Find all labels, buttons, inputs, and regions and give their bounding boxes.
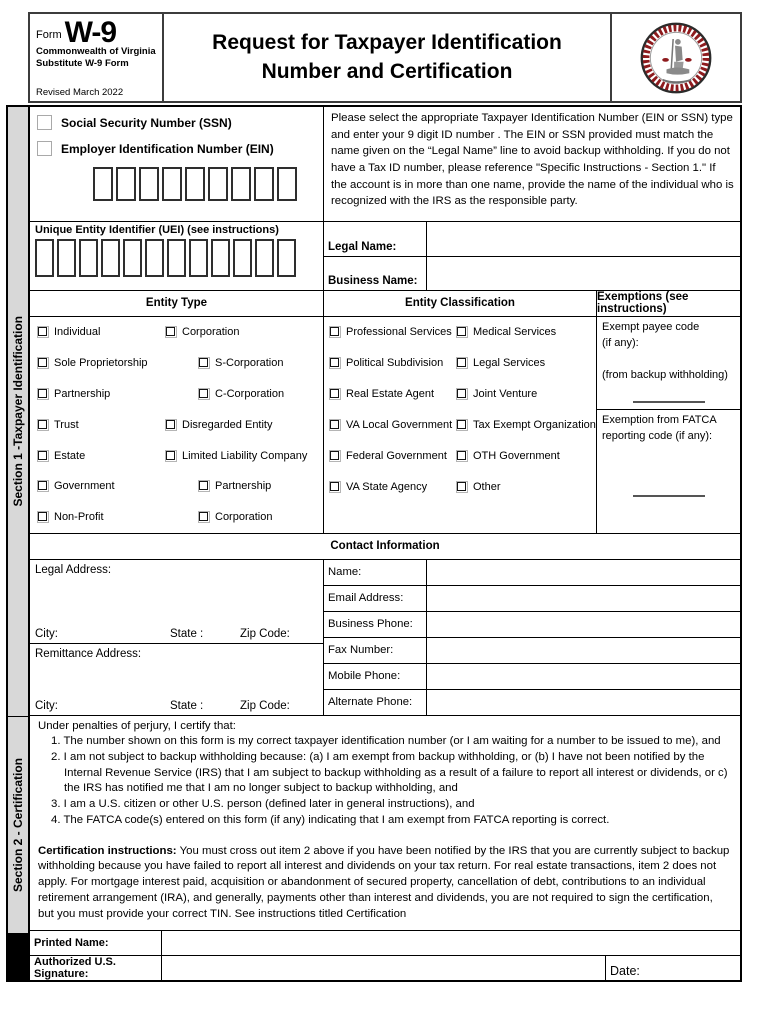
certification-intro: Under penalties of perjury, I certify that: xyxy=(38,719,236,732)
option-label: Professional Services xyxy=(346,326,452,339)
ein-option[interactable] xyxy=(37,141,317,156)
checkbox-icon[interactable] xyxy=(165,419,177,431)
tin-digit-box[interactable] xyxy=(139,167,159,201)
checkbox-icon[interactable] xyxy=(37,357,49,369)
option-label: Other xyxy=(473,481,501,494)
entity-type-s-corporation[interactable] xyxy=(165,348,323,379)
classification-legal-services[interactable] xyxy=(456,348,596,379)
name-fields xyxy=(324,222,740,290)
contact-info-grid xyxy=(30,559,740,715)
form-word: Form xyxy=(36,29,62,41)
signature-field[interactable] xyxy=(162,956,605,980)
seal-box xyxy=(612,14,740,101)
tin-digit-box[interactable] xyxy=(162,167,182,201)
classification-professional-services[interactable] xyxy=(329,317,456,348)
remittance-address-block[interactable] xyxy=(30,644,323,715)
name-label: Name: xyxy=(324,560,427,585)
option-label: Partnership xyxy=(215,480,272,493)
form-number: W-9 xyxy=(64,16,117,49)
uei-char-box[interactable] xyxy=(167,239,186,277)
tin-digit-box[interactable] xyxy=(116,167,136,201)
tin-digit-box[interactable] xyxy=(208,167,228,201)
section2-tab xyxy=(8,717,28,934)
classification-other[interactable] xyxy=(456,472,596,503)
email-label: Email Address: xyxy=(324,586,427,611)
classification-grid xyxy=(30,316,740,533)
virginia-state-seal-icon xyxy=(638,20,714,96)
tin-digit-box[interactable] xyxy=(254,167,274,201)
option-label: Federal Government xyxy=(346,450,447,463)
checkbox-icon[interactable] xyxy=(456,419,468,431)
business-phone-label: Business Phone: xyxy=(324,612,427,637)
contact-info-header: Contact Information xyxy=(30,533,740,559)
checkbox-icon[interactable] xyxy=(329,326,341,338)
option-label: Limited Liability Company xyxy=(182,449,308,462)
checkbox-icon[interactable] xyxy=(456,326,468,338)
classification-va-state-agency[interactable] xyxy=(329,472,456,503)
printed-name-label: Printed Name: xyxy=(30,931,162,955)
legal-address-block[interactable] xyxy=(30,560,323,644)
certification-item-1: 1. The number shown on this form is my correct taxpayer identification number (or I am waiting for a number to be issued to me), and xyxy=(51,735,721,748)
city-label: City: xyxy=(35,699,58,712)
exemptions-header: Exemptions (see instructions) xyxy=(597,291,689,316)
option-label: Legal Services xyxy=(473,357,546,370)
entity-type-llc-partnership[interactable] xyxy=(165,471,323,502)
entity-classification-column xyxy=(324,317,597,533)
checkbox-icon[interactable] xyxy=(456,481,468,493)
zip-label: Zip Code: xyxy=(240,627,290,640)
signature-row xyxy=(30,955,740,980)
legal-name-field[interactable] xyxy=(427,222,740,255)
checkbox-icon[interactable] xyxy=(198,480,210,492)
option-label: Medical Services xyxy=(473,326,557,339)
tin-instructions: Please select the appropriate Taxpayer Identification Number (EIN or SSN) type and enter your 9 digit ID number . The EIN or SSN provided must match the name given on the “Legal Name” line to avoid backup withholding. If you do not have a Tax ID number, please reference "Specific Instructions - Section 1." If the account is in more than one name, provide the name of the individual who is recognized with the IRS as the responsible party. xyxy=(331,112,734,208)
option-label: Individual xyxy=(54,326,101,339)
uei-char-box[interactable] xyxy=(255,239,274,277)
legal-name-row xyxy=(324,222,740,256)
printed-name-row xyxy=(30,930,740,955)
checkbox-icon[interactable] xyxy=(329,419,341,431)
contact-row-alternate xyxy=(324,690,740,715)
entity-type-disregarded-entity[interactable] xyxy=(165,409,323,440)
option-label: VA Local Government xyxy=(346,419,453,432)
checkbox-icon[interactable] xyxy=(37,388,49,400)
tin-digit-box[interactable] xyxy=(185,167,205,201)
option-label: Tax Exempt Organization xyxy=(473,419,596,432)
legal-name-label: Legal Name: xyxy=(324,222,427,255)
title-line-2: Number and Certification xyxy=(261,59,513,83)
checkbox-icon[interactable] xyxy=(329,481,341,493)
entity-type-header: Entity Type xyxy=(30,291,324,316)
tin-digit-box[interactable] xyxy=(231,167,251,201)
certification-section xyxy=(30,715,740,931)
fatca-code-field[interactable] xyxy=(633,487,705,497)
exemptions-column xyxy=(597,317,740,533)
contact-row-email xyxy=(324,586,740,612)
uei-char-box[interactable] xyxy=(57,239,76,277)
exempt-payee-code-field[interactable] xyxy=(633,393,705,403)
option-label: OTH Government xyxy=(473,450,560,463)
section2-label: Section 2 - Certification xyxy=(11,757,25,893)
entity-type-corporation[interactable] xyxy=(165,317,323,348)
printed-name-field[interactable] xyxy=(162,931,740,955)
entity-type-partnership[interactable] xyxy=(37,378,165,409)
sidebar-black-block xyxy=(8,934,28,980)
form-id-block xyxy=(30,14,164,101)
section-sidebar xyxy=(8,107,30,980)
checkbox-icon[interactable] xyxy=(329,388,341,400)
checkbox-icon[interactable] xyxy=(329,450,341,462)
checkbox-icon[interactable] xyxy=(37,450,49,462)
option-label: Trust xyxy=(54,418,79,431)
org-line-1: Commonwealth of Virginia xyxy=(36,46,156,57)
option-label: Disregarded Entity xyxy=(182,418,273,431)
option-label: Partnership xyxy=(54,387,111,400)
option-label: Sole Proprietorship xyxy=(54,356,148,369)
certification-item-2: 2. I am not subject to backup withholding because: (a) I am exempt from backup withholding, or (b) I have not been notified by the Internal Revenue Service (IRS) that I am subject to backup withholding as a result of a failure to report all interest or dividends, or c) the IRS has notified me that I am no longer subject to backup withholding, and xyxy=(51,750,728,795)
entity-classification-header: Entity Classification xyxy=(324,291,597,316)
option-label: Non-Profit xyxy=(54,511,104,524)
contact-row-business-phone xyxy=(324,612,740,638)
exempt-payee-block xyxy=(597,317,740,410)
date-label: Date: xyxy=(610,964,640,978)
checkbox-icon[interactable] xyxy=(165,450,177,462)
checkbox-icon[interactable] xyxy=(37,480,49,492)
address-column xyxy=(30,560,324,715)
uei-row xyxy=(30,221,740,290)
entity-type-llc[interactable] xyxy=(165,440,323,471)
business-name-label: Business Name: xyxy=(324,257,427,290)
org-line-2: Substitute W-9 Form xyxy=(36,57,129,69)
ssn-checkbox[interactable] xyxy=(37,115,52,130)
fax-field[interactable] xyxy=(427,638,740,663)
uei-char-boxes xyxy=(35,239,319,277)
option-label: Political Subdivision xyxy=(346,357,444,370)
classification-medical-services[interactable] xyxy=(456,317,596,348)
option-label: Corporation xyxy=(182,326,240,339)
zip-label: Zip Code: xyxy=(240,699,290,712)
classification-joint-venture[interactable] xyxy=(456,379,596,410)
entity-type-trust[interactable] xyxy=(37,409,165,440)
fax-label: Fax Number: xyxy=(324,638,427,663)
authorized-signature-label: Authorized U.S. Signature: xyxy=(30,956,162,980)
checkbox-icon[interactable] xyxy=(456,450,468,462)
alternate-phone-label: Alternate Phone: xyxy=(324,690,427,715)
name-field[interactable] xyxy=(427,560,740,585)
classification-real-estate-agent[interactable] xyxy=(329,379,456,410)
ein-checkbox[interactable] xyxy=(37,141,52,156)
classification-tax-exempt-organization[interactable] xyxy=(456,410,596,441)
entity-type-non-profit[interactable] xyxy=(37,502,165,533)
checkbox-icon[interactable] xyxy=(37,326,49,338)
option-label: C-Corporation xyxy=(215,387,285,400)
business-phone-field[interactable] xyxy=(427,612,740,637)
checkbox-icon[interactable] xyxy=(456,357,468,369)
contact-fields xyxy=(324,560,740,715)
checkbox-icon[interactable] xyxy=(165,326,177,338)
legal-address-label: Legal Address: xyxy=(35,563,112,576)
entity-type-individual[interactable] xyxy=(37,317,165,348)
tin-digit-box[interactable] xyxy=(93,167,113,201)
tin-digit-box[interactable] xyxy=(277,167,297,201)
checkbox-icon[interactable] xyxy=(329,357,341,369)
mobile-phone-field[interactable] xyxy=(427,664,740,689)
option-label: Government xyxy=(54,480,115,493)
date-cell xyxy=(605,956,740,980)
exempt-payee-line3: (from backup withholding) xyxy=(602,368,728,381)
checkbox-icon[interactable] xyxy=(37,511,49,523)
checkbox-icon[interactable] xyxy=(198,511,210,523)
classification-headers xyxy=(30,290,740,316)
uei-char-box[interactable] xyxy=(101,239,120,277)
tin-row xyxy=(30,107,740,221)
contact-row-name xyxy=(324,560,740,586)
contact-row-mobile xyxy=(324,664,740,690)
entity-type-estate[interactable] xyxy=(37,440,165,471)
state-label: State : xyxy=(170,627,204,640)
classification-political-subdivision[interactable] xyxy=(329,348,456,379)
exempt-payee-line1: Exempt payee code xyxy=(602,320,700,333)
fatca-block xyxy=(597,410,740,533)
classification-va-local-government[interactable] xyxy=(329,410,456,441)
uei-block xyxy=(30,222,324,290)
alternate-phone-field[interactable] xyxy=(427,690,740,715)
entity-type-government[interactable] xyxy=(37,471,165,502)
section1-label: Section 1 -Taxpayer Identification xyxy=(11,316,25,507)
uei-char-box[interactable] xyxy=(123,239,142,277)
uei-char-box[interactable] xyxy=(211,239,230,277)
certification-instructions-label: Certification instructions: xyxy=(38,844,177,857)
ssn-label: Social Security Number (SSN) xyxy=(61,115,232,130)
option-label: Corporation xyxy=(215,511,273,524)
revision-date: Revised March 2022 xyxy=(36,87,124,98)
title-line-1: Request for Taxpayer Identification xyxy=(212,31,562,55)
business-name-row xyxy=(324,257,740,290)
entity-type-llc-corporation[interactable] xyxy=(165,502,323,533)
tin-digit-boxes xyxy=(93,167,317,201)
certification-instructions xyxy=(38,844,731,923)
mobile-phone-label: Mobile Phone: xyxy=(324,664,427,689)
ein-label: Employer Identification Number (EIN) xyxy=(61,141,274,156)
uei-char-box[interactable] xyxy=(79,239,98,277)
checkbox-icon[interactable] xyxy=(198,388,210,400)
email-field[interactable] xyxy=(427,586,740,611)
uei-char-box[interactable] xyxy=(233,239,252,277)
entity-type-c-corporation[interactable] xyxy=(165,378,323,409)
exempt-payee-line2: (if any): xyxy=(602,336,639,349)
classification-oth-government[interactable] xyxy=(456,441,596,472)
entity-type-column xyxy=(30,317,324,533)
form-header xyxy=(28,12,742,103)
certification-item-3: 3. I am a U.S. citizen or other U.S. person (defined later in general instructions), and xyxy=(51,798,475,811)
uei-char-box[interactable] xyxy=(189,239,208,277)
uei-char-box[interactable] xyxy=(277,239,296,277)
state-label: State : xyxy=(170,699,204,712)
checkbox-icon[interactable] xyxy=(37,419,49,431)
remittance-address-label: Remittance Address: xyxy=(35,647,142,660)
form-body xyxy=(6,105,742,982)
certification-item-4: 4. The FATCA code(s) entered on this form (if any) indicating that I am exempt from FATCA reporting is correct. xyxy=(51,813,610,826)
certification-instructions-text: You must cross out item 2 above if you have been notified by the IRS that you are currently subject to backup withholding because you have failed to report all interest and dividends on your tax return. For real estate transactions, item 2 does not apply. For mortgage interest paid, acquisition or abandonment of secured property, cancellation of debt, contributions to an individual retirement arrangement (IRA), and generally, payments other than interest and dividends, you are not required to sign the certification, but you must provide your correct TIN. See instructions titled Certification xyxy=(38,844,730,920)
city-label: City: xyxy=(35,627,58,640)
tin-type-block xyxy=(30,107,324,221)
page-title xyxy=(164,14,612,101)
option-label: S-Corporation xyxy=(215,356,284,369)
option-label: Estate xyxy=(54,449,86,462)
uei-char-box[interactable] xyxy=(35,239,54,277)
option-label: VA State Agency xyxy=(346,481,428,494)
section1-tab xyxy=(8,107,28,717)
uei-char-box[interactable] xyxy=(145,239,164,277)
business-name-field[interactable] xyxy=(427,257,740,290)
checkbox-icon[interactable] xyxy=(198,357,210,369)
ssn-option[interactable] xyxy=(37,115,317,130)
fatca-label: Exemption from FATCA reporting code (if any): xyxy=(602,413,717,442)
option-label: Joint Venture xyxy=(473,388,538,401)
checkbox-icon[interactable] xyxy=(456,388,468,400)
classification-federal-government[interactable] xyxy=(329,441,456,472)
uei-label: Unique Entity Identifier (UEI) (see instructions) xyxy=(35,224,279,237)
contact-row-fax xyxy=(324,638,740,664)
entity-type-sole-proprietorship[interactable] xyxy=(37,348,165,379)
option-label: Real Estate Agent xyxy=(346,388,435,401)
